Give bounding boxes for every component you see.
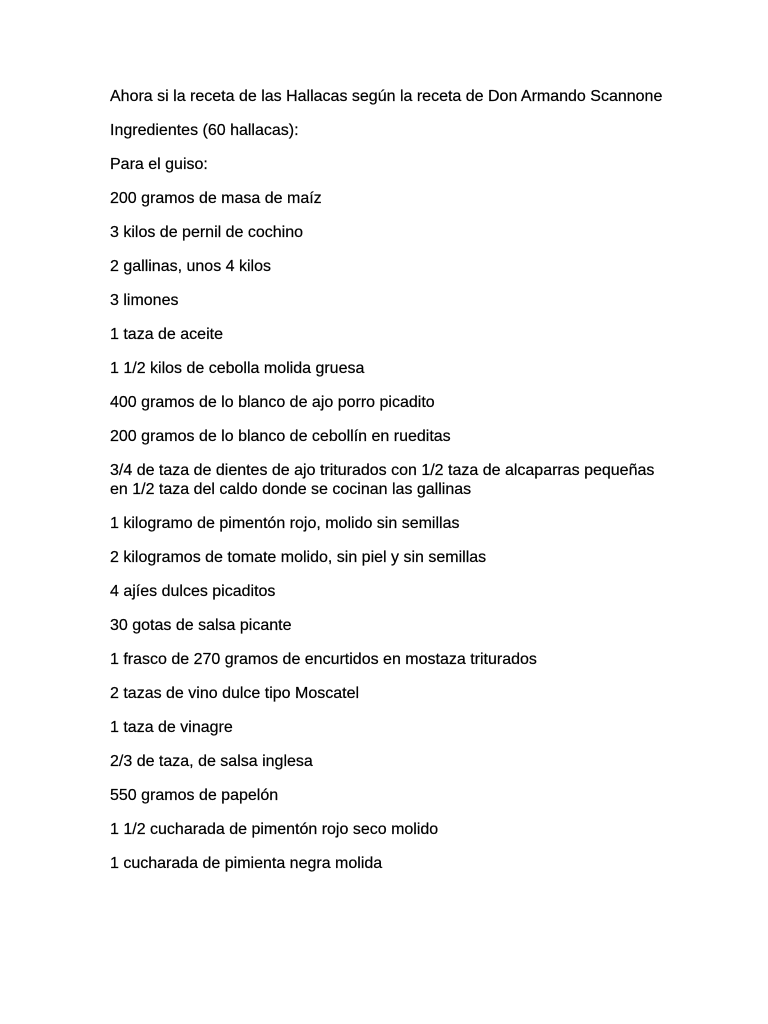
- ingredient-item: 1 1/2 cucharada de pimentón rojo seco molido: [110, 821, 439, 838]
- ingredient-item: 1 taza de vinagre: [110, 719, 233, 736]
- ingredient-item: 3 limones: [110, 292, 179, 309]
- ingredient-item: 200 gramos de lo blanco de cebollín en rueditas: [110, 428, 451, 445]
- ingredient-item: 1 cucharada de pimienta negra molida: [110, 855, 383, 872]
- ingredient-item: 4 ajíes dulces picaditos: [110, 583, 276, 600]
- section-heading: Para el guiso:: [110, 156, 208, 173]
- ingredient-item: 1 kilogramo de pimentón rojo, molido sin semillas: [110, 515, 460, 532]
- ingredient-item: 3/4 de taza de dientes de ajo triturados con 1/2 taza de alcaparras pequeñas en 1/2 taza del caldo donde se cocinan las gallinas: [110, 462, 655, 498]
- document-body: [110, 87, 670, 888]
- ingredient-item: 2 gallinas, unos 4 kilos: [110, 258, 271, 275]
- ingredient-item: 200 gramos de masa de maíz: [110, 190, 322, 207]
- ingredients-heading: Ingredientes (60 hallacas):: [110, 122, 299, 139]
- ingredient-item: 2 tazas de vino dulce tipo Moscatel: [110, 685, 360, 702]
- ingredient-item: 1 1/2 kilos de cebolla molida gruesa: [110, 360, 365, 377]
- ingredient-item: 1 frasco de 270 gramos de encurtidos en mostaza triturados: [110, 651, 537, 668]
- ingredient-item: 1 taza de aceite: [110, 326, 223, 343]
- ingredient-list: [110, 189, 670, 873]
- document-title: Ahora si la receta de las Hallacas según la receta de Don Armando Scannone: [110, 88, 663, 105]
- ingredient-item: 2 kilogramos de tomate molido, sin piel y sin semillas: [110, 549, 487, 566]
- ingredient-item: 400 gramos de lo blanco de ajo porro picadito: [110, 394, 435, 411]
- ingredient-item: 3 kilos de pernil de cochino: [110, 224, 304, 241]
- ingredient-item: 2/3 de taza, de salsa inglesa: [110, 753, 313, 770]
- ingredient-item: 30 gotas de salsa picante: [110, 617, 292, 634]
- ingredient-item: 550 gramos de papelón: [110, 787, 279, 804]
